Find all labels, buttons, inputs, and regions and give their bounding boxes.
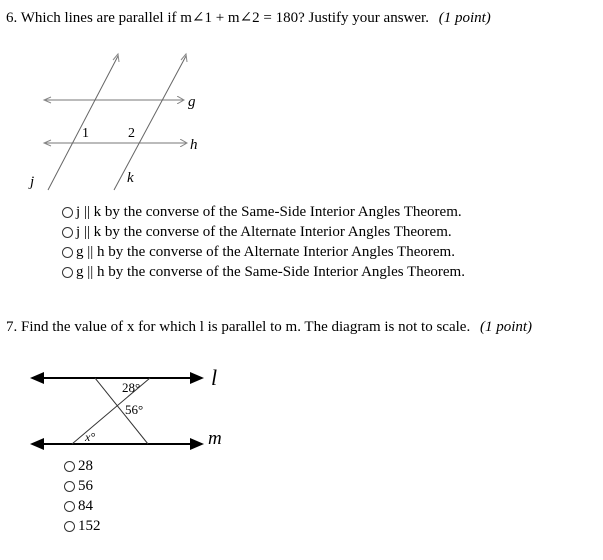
question-7-diagram — [0, 340, 603, 460]
q7-option-2-label: 56 — [78, 477, 93, 494]
q6-option-4-label: g || h by the converse of the Same-Side Interior Angles Theorem. — [76, 263, 465, 280]
q6-option-1[interactable] — [62, 202, 465, 222]
q6-option-2[interactable] — [62, 222, 465, 242]
q6-option-2-label: j || k by the converse of the Alternate Interior Angles Theorem. — [76, 223, 452, 240]
line-l-right-arrow — [190, 372, 204, 384]
radio-button[interactable] — [62, 227, 73, 238]
line-k — [114, 56, 186, 190]
line-m-right-arrow — [190, 438, 204, 450]
label-k: k — [127, 170, 134, 186]
line-j — [48, 56, 118, 190]
question-6-diagram — [0, 0, 603, 200]
question-6-text: Which lines are parallel if m∠1 + m∠2 = 180? Justify your answer. — [20, 10, 429, 26]
question-7-text: Find the value of x for which l is parallel to m. The diagram is not to scale. — [21, 319, 471, 335]
radio-button[interactable] — [62, 207, 73, 218]
question-6-points: (1 point) — [438, 10, 491, 26]
radio-button[interactable] — [62, 247, 73, 258]
q7-option-1-label: 28 — [78, 457, 93, 474]
radio-button[interactable] — [64, 481, 75, 492]
question-7-options — [64, 456, 101, 536]
label-h: h — [190, 137, 198, 153]
q7-option-4-label: 152 — [78, 517, 101, 534]
radio-button[interactable] — [62, 267, 73, 278]
label-g: g — [188, 94, 196, 110]
label-m: m — [208, 428, 222, 449]
q6-option-1-label: j || k by the converse of the Same-Side Interior Angles Theorem. — [76, 203, 462, 220]
line-m-left-arrow — [30, 438, 44, 450]
q6-option-4[interactable] — [62, 262, 465, 282]
question-7-points: (1 point) — [479, 319, 533, 335]
question-7-number: 7. — [6, 319, 18, 335]
q7-option-1[interactable] — [64, 456, 101, 476]
q6-option-3-label: g || h by the converse of the Alternate Interior Angles Theorem. — [76, 243, 455, 260]
question-7-prompt — [6, 319, 532, 336]
label-angle-2: 2 — [128, 126, 135, 141]
q7-option-2[interactable] — [64, 476, 101, 496]
radio-button[interactable] — [64, 521, 75, 532]
q7-option-3-label: 84 — [78, 497, 93, 514]
label-l: l — [211, 365, 218, 390]
label-angle-x: x° — [85, 430, 96, 444]
label-angle-56: 56° — [125, 402, 144, 417]
line-k-top-arrow — [181, 54, 187, 62]
label-angle-1: 1 — [82, 126, 89, 141]
line-l-left-arrow — [30, 372, 44, 384]
q7-option-4[interactable] — [64, 516, 101, 536]
radio-button[interactable] — [64, 461, 75, 472]
label-j: j — [30, 174, 35, 190]
q6-option-3[interactable] — [62, 242, 465, 262]
q7-option-3[interactable] — [64, 496, 101, 516]
radio-button[interactable] — [64, 501, 75, 512]
label-angle-28: 28° — [122, 380, 141, 395]
question-6-number: 6. — [6, 10, 18, 26]
question-6-options — [62, 202, 465, 282]
